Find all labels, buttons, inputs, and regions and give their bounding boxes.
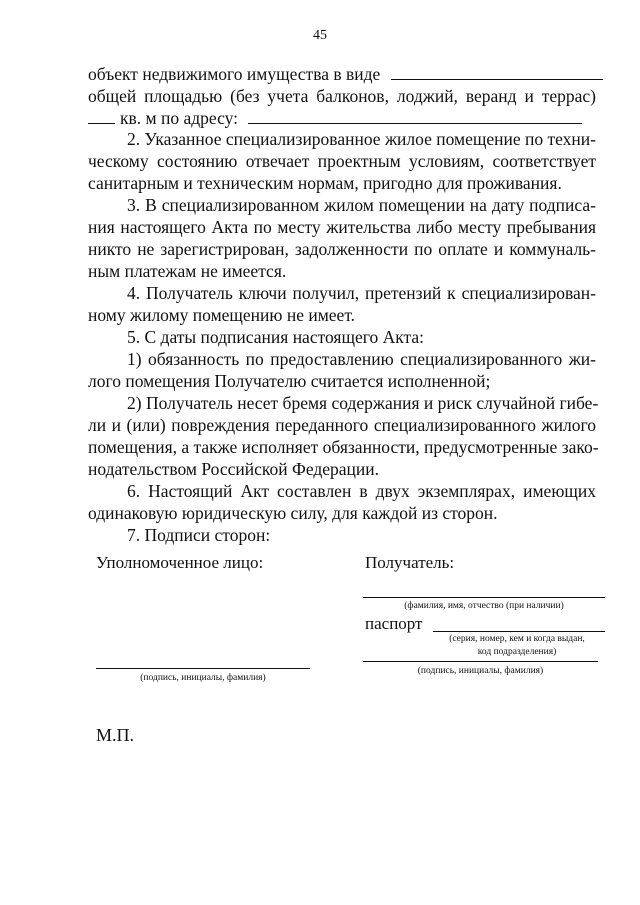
paragraph-3-line-2: ния настоящего Акта по месту жительства либо месту пребывания [88, 217, 596, 237]
passport-label: паспорт [365, 614, 423, 633]
recipient-signature-field[interactable] [363, 661, 598, 662]
paragraph-5-2-line-2: ли и (или) повреждения переданного специализированного жилого [88, 415, 596, 435]
paragraph-5-2-line-1: 2) Получатель несет бремя содержания и риск случайной гибе- [127, 393, 599, 413]
passport-caption-2: код подразделения) [477, 647, 557, 657]
recipient-name-field[interactable] [363, 597, 605, 598]
recipient-label: Получатель: [365, 553, 455, 572]
recipient-signature-caption: (подпись, инициалы, фамилия) [417, 666, 544, 676]
authorized-signature-field[interactable] [96, 668, 310, 669]
object-type-label: объект недвижимого имущества в виде [88, 64, 381, 84]
address-label: кв. м по адресу: [120, 108, 238, 128]
passport-field[interactable] [433, 631, 605, 632]
paragraph-2-line-2: ческому состоянию отвечает проектным условиям, соответствует [88, 151, 596, 171]
paragraph-5-2-line-4: нодательством Российской Федерации. [88, 459, 380, 479]
paragraph-4-line-1: 4. Получатель ключи получил, претензий к специализирован- [127, 283, 596, 303]
authorized-signature-caption: (подпись, инициалы, фамилия) [140, 673, 266, 683]
text-line-address [88, 107, 596, 129]
paragraph-3-line-3: никто не зарегистрирован, задолженности по оплате и коммуналь- [88, 239, 596, 259]
paragraph-6-line-1: 6. Настоящий Акт составлен в двух экземплярах, имеющих [127, 481, 596, 501]
text-line-object [88, 63, 596, 85]
area-field[interactable] [88, 107, 115, 124]
paragraph-6-line-2: одинаковую юридическую силу, для каждой из сторон. [88, 503, 498, 523]
paragraph-5-2-line-3: помещения, а также исполняет обязанности, предусмотренные зако- [88, 437, 599, 457]
paragraph-5: 5. С даты подписания настоящего Акта: [127, 327, 424, 347]
paragraph-2-line-1: 2. Указанное специализированное жилое помещение по техни- [127, 129, 596, 149]
object-type-field[interactable] [391, 63, 603, 80]
passport-caption-1: (серия, номер, кем и когда выдан, [449, 634, 585, 644]
paragraph-3-line-4: ным платежам не имеется. [88, 261, 287, 281]
authorized-person-label: Уполномоченное лицо: [96, 553, 264, 572]
recipient-name-caption: (фамилия, имя, отчество (при наличии) [404, 601, 564, 611]
paragraph-2-line-3: санитарным и техническим нормам, пригодно для проживания. [88, 173, 562, 193]
paragraph-5-1-line-2: лого помещения Получателю считается исполненной; [88, 371, 491, 391]
paragraph-3-line-1: 3. В специализированном жилом помещении на дату подписа- [127, 195, 596, 215]
address-field[interactable] [248, 107, 582, 124]
paragraph-4-line-2: ному жилому помещению не имеет. [88, 305, 356, 325]
paragraph-7: 7. Подписи сторон: [127, 525, 271, 545]
text-line-area: общей площадью (без учета балконов, лоджий, веранд и террас) [88, 86, 596, 106]
stamp-placeholder: М.П. [96, 725, 135, 745]
page-number: 45 [313, 28, 327, 43]
paragraph-5-1-line-1: 1) обязанность по предоставлению специализированного жи- [127, 349, 596, 369]
